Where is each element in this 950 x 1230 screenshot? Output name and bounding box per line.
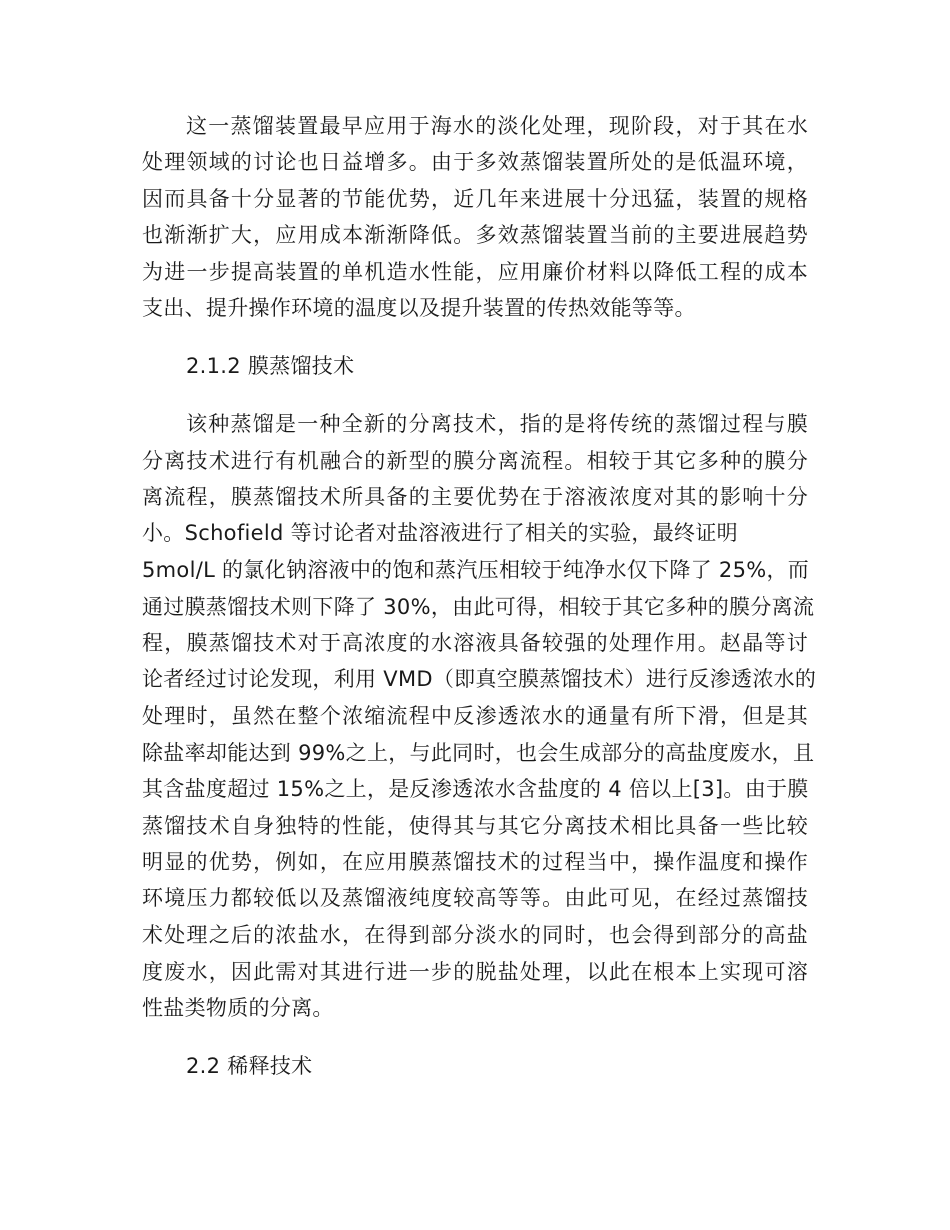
text-line: 处理时，虽然在整个浓缩流程中反渗透浓水的通量有所下滑，但是其	[142, 704, 808, 728]
text-line: 小。Schofield 等讨论者对盐溶液进行了相关的实验，最终证明	[142, 521, 738, 545]
text-line: 也渐渐扩大，应用成本渐渐降低。多效蒸馏装置当前的主要进展趋势	[142, 223, 808, 247]
text-line: 蒸馏技术自身独特的性能，使得其与其它分离技术相比具备一些比较	[142, 814, 808, 838]
text-line: 程，膜蒸馏技术对于高浓度的水溶液具备较强的处理作用。赵晶等讨	[142, 631, 808, 655]
section-heading: 2.1.2 膜蒸馏技术	[186, 354, 355, 378]
text-line: 处理领域的讨论也日益增多。由于多效蒸馏装置所处的是低温环境，	[142, 150, 808, 174]
text-line: 其含盐度超过 15%之上，是反渗透浓水含盐度的 4 倍以上[3]。由于膜	[142, 777, 809, 801]
text-line: 术处理之后的浓盐水，在得到部分淡水的同时，也会得到部分的高盐	[142, 923, 808, 947]
text-line: 5mol/L 的氯化钠溶液中的饱和蒸汽压相较于纯净水仅下降了 25%，而	[142, 558, 810, 582]
text-line: 该种蒸馏是一种全新的分离技术，指的是将传统的蒸馏过程与膜	[186, 412, 808, 436]
text-line: 因而具备十分显著的节能优势，近几年来进展十分迅猛，装置的规格	[142, 187, 808, 211]
text-line: 通过膜蒸馏技术则下降了 30%，由此可得，相较于其它多种的膜分离流	[142, 595, 815, 619]
text-line: 环境压力都较低以及蒸馏液纯度较高等等。由此可见，在经过蒸馏技	[142, 886, 808, 910]
text-line: 除盐率却能达到 99%之上，与此同时，也会生成部分的高盐度废水，且	[142, 741, 815, 765]
text-line: 离流程，膜蒸馏技术所具备的主要优势在于溶液浓度对其的影响十分	[142, 485, 808, 509]
text-line: 明显的优势，例如，在应用膜蒸馏技术的过程当中，操作温度和操作	[142, 850, 808, 874]
text-line: 性盐类物质的分离。	[142, 996, 334, 1020]
text-line: 为进一步提高装置的单机造水性能，应用廉价材料以降低工程的成本	[142, 260, 808, 284]
text-line: 支出、提升操作环境的温度以及提升装置的传热效能等等。	[142, 296, 696, 320]
text-line: 度废水，因此需对其进行进一步的脱盐处理，以此在根本上实现可溶	[142, 960, 808, 984]
text-line: 分离技术进行有机融合的新型的膜分离流程。相较于其它多种的膜分	[142, 449, 808, 473]
section-heading: 2.2 稀释技术	[186, 1054, 313, 1078]
text-line: 这一蒸馏装置最早应用于海水的淡化处理，现阶段，对于其在水	[186, 114, 808, 138]
text-line: 论者经过讨论发现，利用 VMD（即真空膜蒸馏技术）进行反渗透浓水的	[142, 667, 817, 691]
